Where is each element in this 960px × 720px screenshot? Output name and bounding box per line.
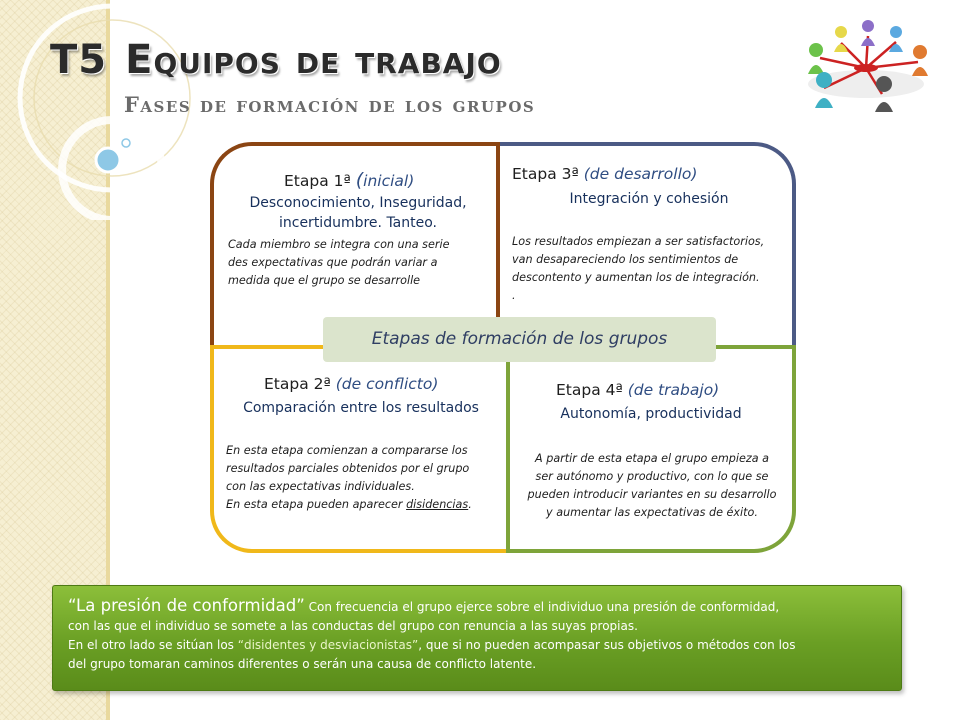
stage2-title-prefix: Etapa 2ª <box>264 375 331 393</box>
stage2-desc-line4-pre: En esta etapa pueden aparecer <box>226 498 403 511</box>
divider-horizontal-left <box>210 345 324 349</box>
stage1-summary-line1: Desconocimiento, Inseguridad, <box>249 195 467 211</box>
stage1-desc-line2: des expectativas que podrán variar a <box>228 256 438 269</box>
stage1-title <box>284 170 414 191</box>
stage2-desc-line4-post: . <box>468 498 472 511</box>
stage2-desc-line4 <box>226 496 502 514</box>
stage3-title-prefix: Etapa 3ª <box>512 165 579 183</box>
stage4-desc-line2: ser autónomo y productivo, con lo que se <box>535 470 769 483</box>
stage4-desc-line1: A partir de esta etapa el grupo empieza a <box>535 452 769 465</box>
stage4-desc-line4: y aumentar las expectativas de éxito. <box>546 506 758 519</box>
stage1-title-paren: ( <box>355 169 364 191</box>
note-line3 <box>68 636 893 655</box>
divider-vertical-bottom <box>506 360 510 553</box>
stage3-summary <box>508 189 790 209</box>
stage2-description <box>226 442 502 514</box>
title-text: Equipos de trabajo <box>125 37 502 83</box>
stage3-title-italic: (de desarrollo) <box>583 165 698 183</box>
note-lead-phrase: “La presión de conformidad” <box>68 596 305 615</box>
stage4-title-prefix: Etapa 4ª <box>556 381 623 399</box>
title-code: T5 <box>50 37 108 83</box>
note-line1 <box>68 596 893 617</box>
note-line3-post: , que si no pueden acompasar sus objetivos o métodos con los <box>418 638 796 652</box>
note-line1-rest: Con frecuencia el grupo ejerce sobre el individuo una presión de conformidad, <box>308 600 780 614</box>
stage2-desc-line2: resultados parciales obtenidos por el grupo <box>226 462 470 475</box>
team-network-icon <box>796 18 936 118</box>
note-line4: del grupo tomaran caminos diferentes o serán una causa de conflicto latente. <box>68 657 537 671</box>
note-line2: con las que el individuo se somete a las conductas del grupo con renuncia a las suyas propias. <box>68 619 638 633</box>
conformity-note-box <box>52 585 902 691</box>
note-dissidents-phrase: “disidentes y desviacionistas” <box>237 638 419 652</box>
stage2-summary <box>220 398 502 418</box>
stage3-title <box>512 164 697 184</box>
divider-horizontal-right <box>716 345 796 349</box>
stage4-summary <box>512 404 790 424</box>
stage1-desc-line1: Cada miembro se integra con una serie <box>228 238 450 251</box>
stage3-desc-line3: descontento y aumentan los de integración. <box>512 271 760 284</box>
stage1-title-prefix: Etapa 1ª <box>284 172 351 190</box>
stage1-summary <box>226 193 490 233</box>
stage1-summary-line2: incertidumbre. Tanteo. <box>278 215 437 231</box>
stage3-desc-line2: van desapareciendo los sentimientos de <box>512 253 739 266</box>
stage3-description <box>512 233 792 305</box>
stage4-desc-line3: pueden introducir variantes en su desarrollo <box>527 488 777 501</box>
slide-subtitle: Fases de formación de los grupos <box>124 92 536 117</box>
stage1-desc-line3: medida que el grupo se desarrolle <box>228 274 421 287</box>
stage4-title-italic: (de trabajo) <box>627 381 720 399</box>
stage4-description <box>514 450 790 522</box>
stage3-desc-line1: Los resultados empiezan a ser satisfactorios, <box>512 235 765 248</box>
stage4-summary-line1: Autonomía, productividad <box>560 406 742 422</box>
note-line3-pre: En el otro lado se sitúan los <box>68 638 234 652</box>
stage2-desc-line1: En esta etapa comienzan a compararse los <box>226 444 468 457</box>
stage2-summary-line1: Comparación entre los resultados <box>243 400 479 416</box>
divider-vertical-top <box>496 142 500 318</box>
slide-title <box>50 36 502 84</box>
stage3-desc-line4: . <box>512 289 516 302</box>
stage2-title <box>264 374 438 394</box>
disidencias-term: disidencias <box>406 498 469 511</box>
center-stages-label: Etapas de formación de los grupos <box>323 317 716 362</box>
stage2-desc-line3: con las expectativas individuales. <box>226 480 415 493</box>
stage1-description <box>228 236 488 290</box>
stage2-title-italic: (de conflicto) <box>335 375 439 393</box>
stage3-summary-line1: Integración y cohesión <box>569 191 729 207</box>
stage1-title-italic: inicial) <box>363 172 415 190</box>
stage4-title <box>556 380 719 400</box>
